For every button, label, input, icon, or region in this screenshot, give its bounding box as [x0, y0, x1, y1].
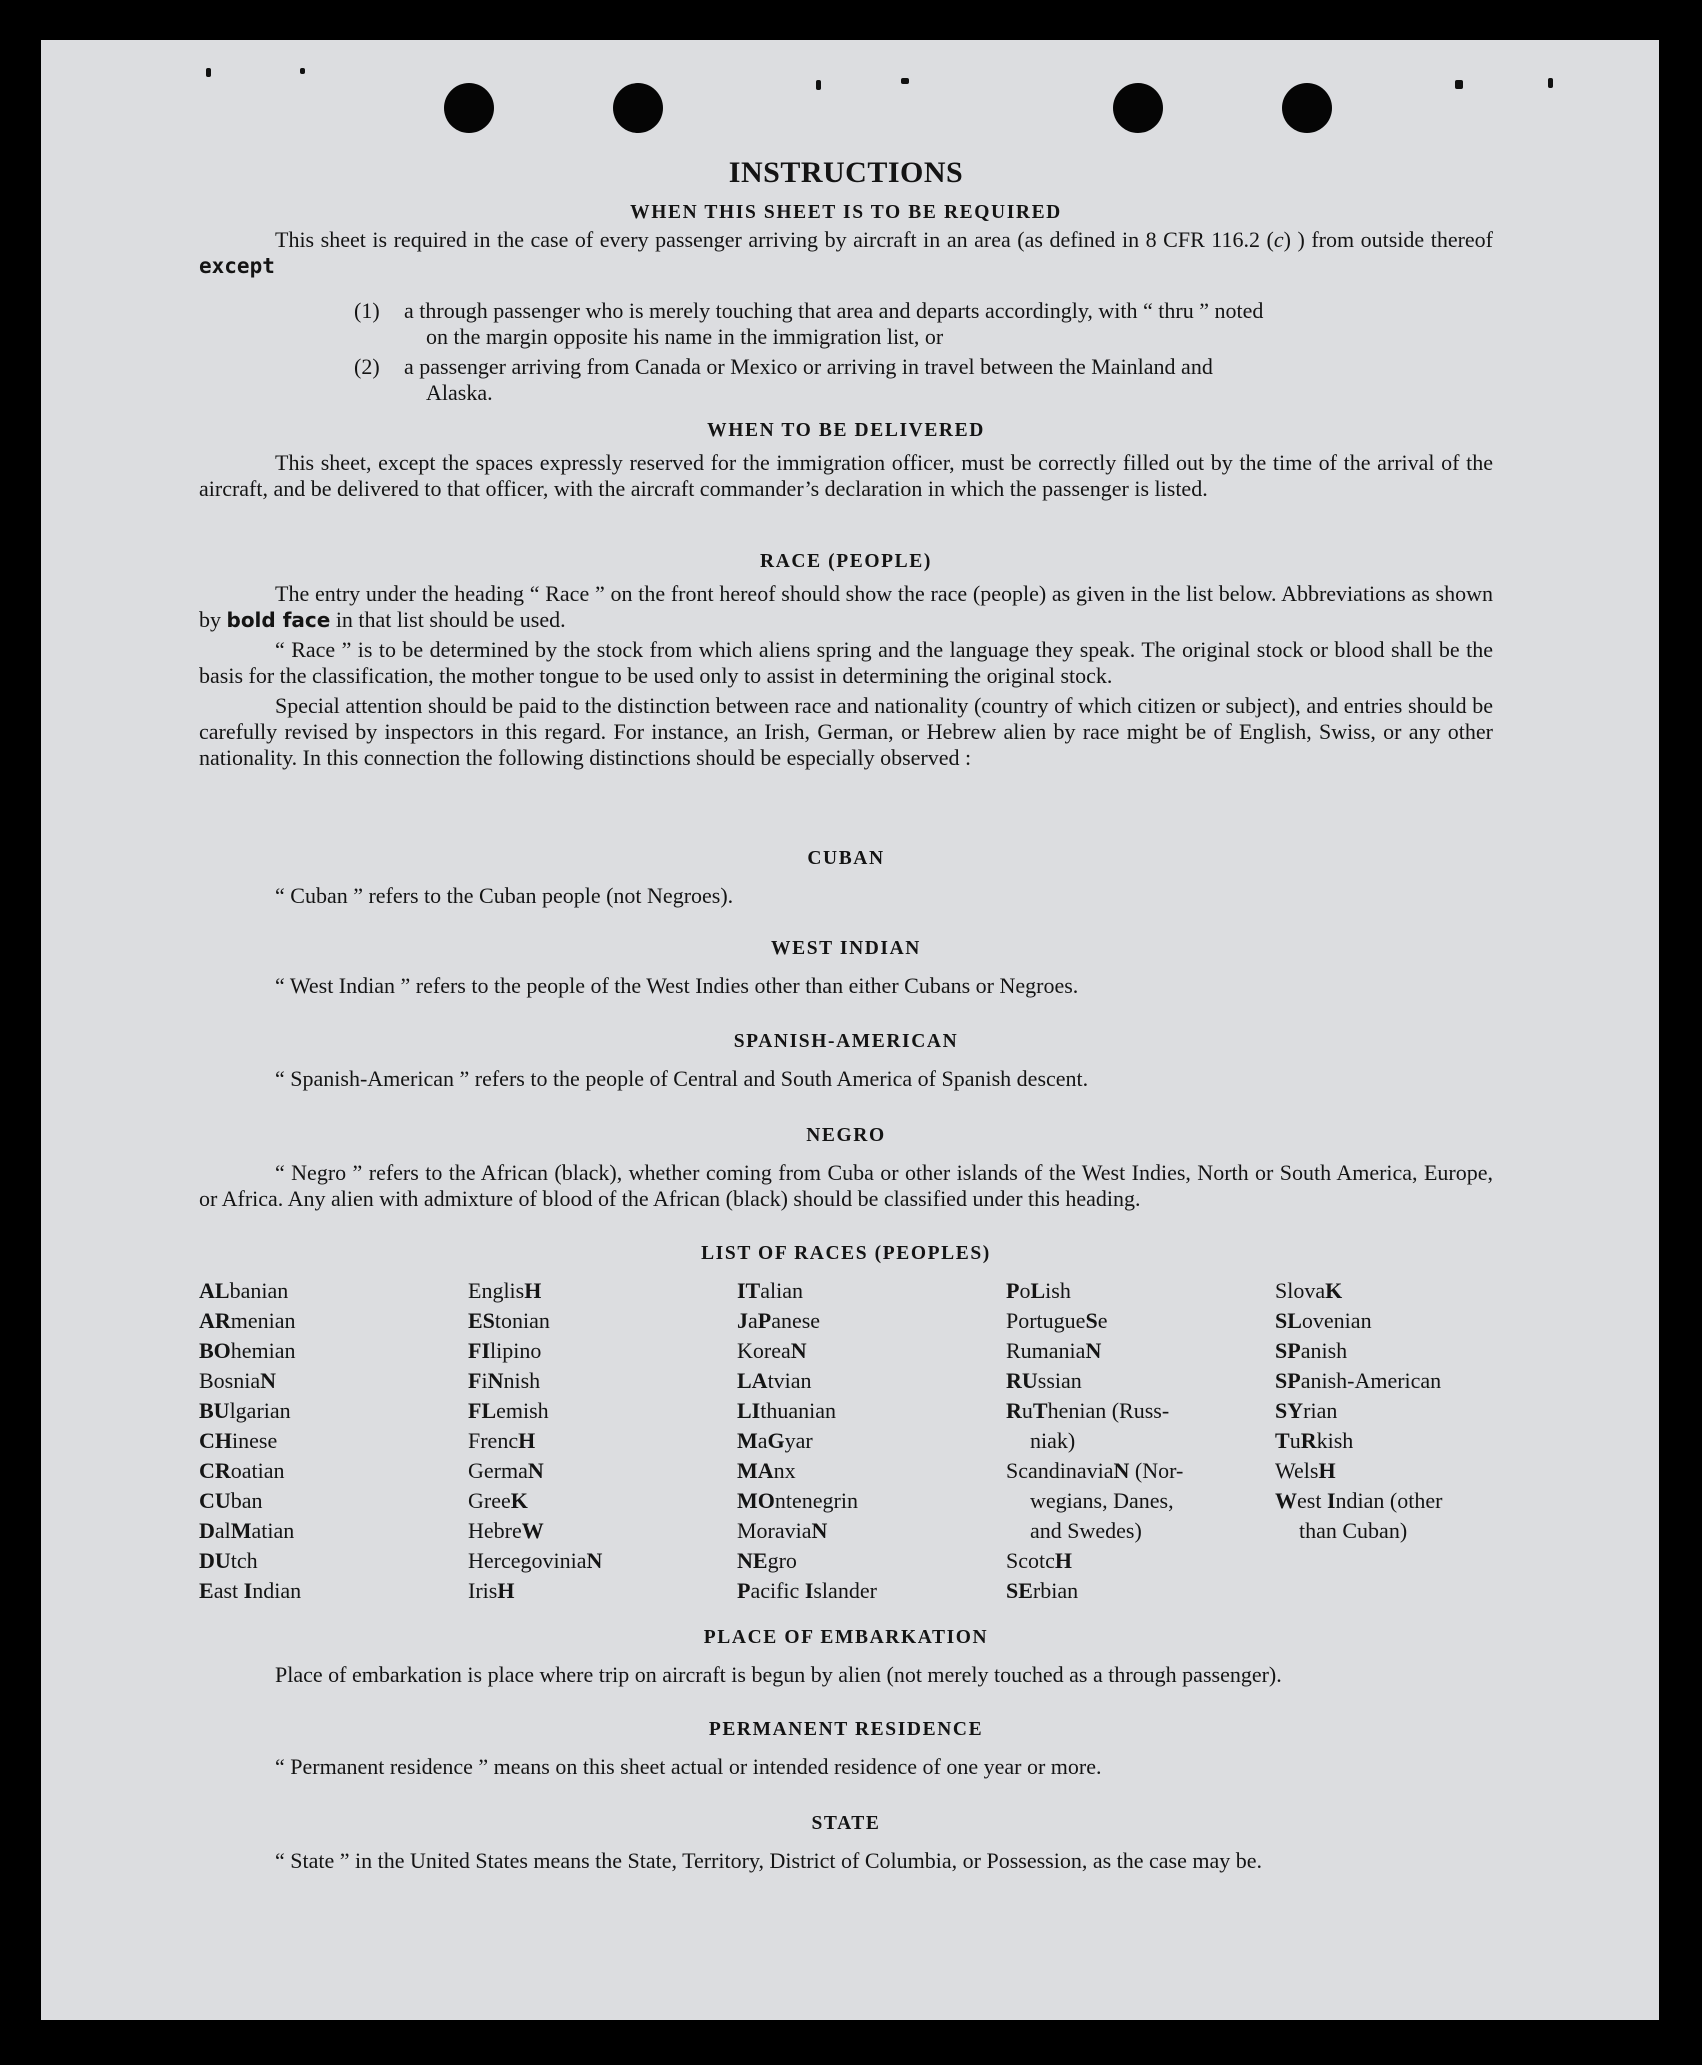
race-abbrev: I	[243, 1578, 253, 1603]
race-text: banian	[229, 1278, 289, 1303]
race-item	[1006, 1486, 1246, 1516]
race-item	[199, 1486, 301, 1516]
race-text: ovenian	[1301, 1308, 1372, 1333]
race-item	[199, 1456, 301, 1486]
item-line: on the margin opposite his name in the immigration list, or	[426, 324, 944, 349]
race-text: rian	[1303, 1398, 1338, 1423]
race-abbrev: T	[1032, 1398, 1048, 1423]
race-p3: Special attention should be paid to the distinction between race and nationality (country of which citizen or subject), and entries should be carefully revised by inspectors in this regard. For instance, an Irish, German, or Hebrew alien by race might be of English, Swiss, or any other nationality. In this connection the following distinctions should be especially observed :	[199, 693, 1493, 770]
race-item	[199, 1396, 301, 1426]
race-item	[737, 1486, 877, 1516]
race-text: ast	[213, 1578, 244, 1603]
race-text: kish	[1316, 1428, 1354, 1453]
race-text: tvian	[767, 1368, 812, 1393]
race-abbrev: I	[804, 1578, 814, 1603]
race-abbrev: J	[737, 1308, 748, 1333]
race-abbrev: N	[527, 1458, 544, 1483]
race-text: Hebre	[468, 1518, 522, 1543]
race-item	[468, 1396, 602, 1426]
race-abbrev: MO	[737, 1488, 775, 1513]
race-text: ish	[1045, 1278, 1071, 1303]
race-text: Englis	[468, 1278, 525, 1303]
race-item	[737, 1306, 877, 1336]
race-item	[1006, 1396, 1246, 1426]
races-column	[468, 1276, 602, 1606]
race-abbrev: L	[1030, 1278, 1046, 1303]
race-item	[1006, 1576, 1246, 1606]
race-abbrev: MA	[737, 1458, 774, 1483]
heading-when-delivered: WHEN TO BE DELIVERED	[707, 420, 985, 441]
race-item	[1006, 1276, 1246, 1306]
when-delivered-text: This sheet, except the spaces expressly reserved for the immigration officer, must be correctly filled out by the time of the arrival of the aircraft, and be delivered to that officer, with the aircraft commander’s declaration in which the passenger is listed.	[199, 450, 1493, 501]
race-abbrev: W	[521, 1518, 544, 1543]
punch-hole	[613, 83, 663, 133]
race-abbrev: FL	[468, 1398, 497, 1423]
race-paragraphs	[199, 581, 1493, 771]
race-text: tonian	[494, 1308, 550, 1333]
race-abbrev: BO	[199, 1338, 231, 1363]
punch-hole	[444, 83, 494, 133]
residence-text: “ Permanent residence ” means on this sheet actual or intended residence of one year or more.	[275, 1754, 1102, 1779]
intro-text-b: ) ) from outside thereof	[1283, 227, 1494, 252]
race-item	[1275, 1426, 1442, 1456]
speck-mark	[816, 80, 821, 90]
race-abbrev: G	[767, 1428, 785, 1453]
item-number: (1)	[354, 298, 380, 323]
race-text: than Cuban)	[1299, 1518, 1408, 1543]
race-item	[1275, 1366, 1442, 1396]
race-abbrev: P	[737, 1578, 751, 1603]
race-abbrev: CU	[199, 1488, 231, 1513]
race-abbrev: P	[1006, 1278, 1020, 1303]
race-text: o	[1019, 1278, 1031, 1303]
race-text: ndian	[252, 1578, 302, 1603]
heading-state: STATE	[811, 1813, 881, 1834]
races-column	[1275, 1276, 1442, 1546]
race-item	[1275, 1276, 1442, 1306]
races-column	[737, 1276, 877, 1606]
race-text: Germa	[468, 1458, 528, 1483]
race-text: Scandinavia	[1006, 1458, 1114, 1483]
race-item	[468, 1306, 602, 1336]
race-p1-b: in that list should be used.	[335, 607, 566, 632]
punch-hole	[1282, 83, 1332, 133]
race-abbrev: N	[790, 1338, 807, 1363]
item-line: Alaska.	[426, 380, 493, 405]
race-item	[1006, 1456, 1246, 1486]
race-abbrev: NE	[737, 1548, 768, 1573]
race-abbrev: H	[1054, 1548, 1073, 1573]
spanish-american-text: “ Spanish-American ” refers to the people of Central and South America of Spanish descent.	[275, 1066, 1089, 1091]
race-item	[737, 1456, 877, 1486]
race-item	[737, 1276, 877, 1306]
race-text: est	[1297, 1488, 1327, 1513]
race-item	[468, 1546, 602, 1576]
race-text: Slova	[1275, 1278, 1326, 1303]
race-text: Moravia	[737, 1518, 812, 1543]
race-text: lgarian	[229, 1398, 291, 1423]
race-text: anish	[1300, 1338, 1348, 1363]
race-item	[1006, 1546, 1246, 1576]
race-item	[1275, 1516, 1442, 1546]
race-abbrev: RU	[1006, 1368, 1038, 1393]
race-abbrev: I	[1326, 1488, 1336, 1513]
race-text: inese	[232, 1428, 278, 1453]
race-item	[199, 1366, 301, 1396]
race-abbrev: H	[524, 1278, 542, 1303]
race-abbrev: N	[1113, 1458, 1130, 1483]
item-line: a through passenger who is merely touching that area and departs accordingly, with “ thru ” noted	[404, 298, 1264, 323]
race-item	[737, 1366, 877, 1396]
speck-mark	[1455, 80, 1463, 89]
race-item	[1275, 1486, 1442, 1516]
race-text: ndian (other	[1335, 1488, 1443, 1513]
race-text: thuanian	[760, 1398, 837, 1423]
heading-residence: PERMANENT RESIDENCE	[708, 1719, 984, 1740]
race-text: ban	[230, 1488, 263, 1513]
race-text: emish	[496, 1398, 549, 1423]
race-text: yar	[784, 1428, 813, 1453]
race-abbrev: LA	[737, 1368, 768, 1393]
race-abbrev: DU	[199, 1548, 231, 1573]
race-item	[737, 1426, 877, 1456]
race-abbrev: T	[1275, 1428, 1290, 1453]
race-abbrev: R	[1300, 1428, 1317, 1453]
race-abbrev: M	[230, 1518, 252, 1543]
race-text: anish-American	[1300, 1368, 1442, 1393]
speck-mark	[1548, 78, 1553, 88]
race-item	[1275, 1336, 1442, 1366]
race-text: rbian	[1032, 1578, 1079, 1603]
race-abbrev: N	[487, 1368, 504, 1393]
race-item	[737, 1576, 877, 1606]
race-abbrev: K	[1325, 1278, 1343, 1303]
races-column	[199, 1276, 301, 1606]
race-text: Scotc	[1006, 1548, 1055, 1573]
race-text: hemian	[230, 1338, 296, 1363]
race-abbrev: W	[1275, 1488, 1297, 1513]
race-abbrev: N	[811, 1518, 828, 1543]
race-item	[737, 1396, 877, 1426]
race-abbrev: SY	[1275, 1398, 1304, 1423]
race-text: anese	[771, 1308, 821, 1333]
race-abbrev: S	[1085, 1308, 1098, 1333]
race-item	[468, 1336, 602, 1366]
race-text: tch	[230, 1548, 258, 1573]
item-line: a passenger arriving from Canada or Mexico or arriving in travel between the Mainland and	[404, 354, 1213, 379]
speck-mark	[300, 68, 305, 74]
heading-list-of-races: LIST OF RACES (PEOPLES)	[701, 1243, 991, 1264]
race-abbrev: E	[199, 1578, 214, 1603]
race-abbrev: K	[510, 1488, 528, 1513]
race-abbrev: M	[737, 1428, 758, 1453]
race-text: and Swedes)	[1030, 1518, 1142, 1543]
when-required-intro	[199, 227, 1493, 279]
race-text: alian	[760, 1278, 804, 1303]
race-item	[1006, 1336, 1246, 1366]
speck-mark	[901, 78, 909, 84]
race-abbrev: R	[1006, 1398, 1022, 1423]
race-abbrev: CR	[199, 1458, 231, 1483]
race-text: gro	[767, 1548, 797, 1573]
race-text: nish	[503, 1368, 541, 1393]
race-item	[199, 1516, 301, 1546]
heading-embarkation: PLACE OF EMBARKATION	[703, 1627, 989, 1648]
race-text: menian	[230, 1308, 296, 1333]
race-text: wegians, Danes,	[1030, 1488, 1174, 1513]
west-indian-text: “ West Indian ” refers to the people of the West Indies other than either Cubans or Negroes.	[275, 973, 1079, 998]
page-title: INSTRUCTIONS	[728, 156, 964, 189]
race-abbrev: H	[1318, 1458, 1336, 1483]
race-item	[1006, 1306, 1246, 1336]
speck-mark	[206, 68, 211, 77]
race-text: Iris	[468, 1578, 498, 1603]
race-abbrev: N	[1085, 1338, 1102, 1363]
heading-spanish-american: SPANISH-AMERICAN	[733, 1031, 959, 1052]
heading-race: RACE (PEOPLE)	[760, 551, 932, 572]
race-abbrev: IT	[737, 1278, 761, 1303]
heading-negro: NEGRO	[806, 1125, 886, 1146]
intro-text-c: c	[1273, 227, 1284, 252]
race-text: lipino	[490, 1338, 542, 1363]
intro-except: except	[199, 254, 275, 278]
race-abbrev: SL	[1275, 1308, 1302, 1333]
race-text: al	[214, 1518, 231, 1543]
race-item	[1006, 1426, 1246, 1456]
race-p2: “ Race ” is to be determined by the stock from which aliens spring and the language they speak. The original stock or blood shall be the basis for the classification, the mother tongue to be used only to assist in determining the original stock.	[199, 637, 1493, 688]
race-abbrev: F	[468, 1368, 482, 1393]
race-text: a	[748, 1308, 758, 1333]
race-item	[1006, 1366, 1246, 1396]
race-abbrev: CH	[199, 1428, 232, 1453]
race-p1-bold: bold face	[226, 608, 331, 632]
race-text: oatian	[230, 1458, 285, 1483]
race-text: Wels	[1275, 1458, 1319, 1483]
race-text: slander	[813, 1578, 877, 1603]
race-text: ntenegrin	[774, 1488, 858, 1513]
race-abbrev: ES	[468, 1308, 495, 1333]
race-item	[199, 1276, 301, 1306]
race-text: ssian	[1037, 1368, 1082, 1393]
race-item	[199, 1306, 301, 1336]
race-item	[1275, 1456, 1442, 1486]
item-text	[404, 298, 1493, 350]
race-item	[468, 1426, 602, 1456]
race-text: acific	[750, 1578, 805, 1603]
heading-west-indian: WEST INDIAN	[771, 938, 921, 959]
race-abbrev: SP	[1275, 1338, 1301, 1363]
race-abbrev: BU	[199, 1398, 230, 1423]
race-item	[468, 1516, 602, 1546]
race-abbrev: SP	[1275, 1368, 1301, 1393]
state-text: “ State ” in the United States means the State, Territory, District of Columbia, or Possession, as the case may be.	[275, 1848, 1263, 1873]
race-abbrev: H	[497, 1578, 515, 1603]
document-sheet	[41, 40, 1659, 2020]
heading-when-required: WHEN THIS SHEET IS TO BE REQUIRED	[630, 202, 1062, 223]
race-item	[468, 1456, 602, 1486]
race-text: Portugue	[1006, 1308, 1086, 1333]
race-text: e	[1097, 1308, 1108, 1333]
race-item	[199, 1426, 301, 1456]
embarkation-text: Place of embarkation is place where trip on aircraft is begun by alien (not merely touched as a through passenger).	[275, 1662, 1282, 1687]
race-text: Bosnia	[199, 1368, 261, 1393]
race-text: Rumania	[1006, 1338, 1086, 1363]
race-item	[468, 1276, 602, 1306]
race-text: u	[1021, 1398, 1033, 1423]
race-abbrev: FI	[468, 1338, 490, 1363]
race-text: u	[1289, 1428, 1301, 1453]
race-text: a	[757, 1428, 768, 1453]
race-text: Hercegovinia	[468, 1548, 587, 1573]
race-text: (Nor-	[1129, 1458, 1184, 1483]
race-text: Korea	[737, 1338, 791, 1363]
race-text: Frenc	[468, 1428, 519, 1453]
race-item	[1006, 1516, 1246, 1546]
race-item	[737, 1516, 877, 1546]
item-text	[404, 354, 1493, 406]
race-abbrev: H	[518, 1428, 536, 1453]
race-text: atian	[251, 1518, 295, 1543]
race-abbrev: P	[757, 1308, 772, 1333]
races-column	[1006, 1276, 1246, 1606]
race-abbrev: D	[199, 1518, 215, 1543]
race-item	[737, 1546, 877, 1576]
cuban-text: “ Cuban ” refers to the Cuban people (not Negroes).	[275, 883, 734, 908]
race-abbrev: AL	[199, 1278, 230, 1303]
race-item	[468, 1366, 602, 1396]
race-item	[199, 1576, 301, 1606]
race-text: i	[481, 1368, 488, 1393]
negro-text: “ Negro ” refers to the African (black), whether coming from Cuba or other islands of the West Indies, North or South America, Europe, or Africa. Any alien with admixture of blood of the African (black) should be classified under this heading.	[199, 1160, 1493, 1211]
intro-text-a: This sheet is required in the case of every passenger arriving by aircraft in an area (as defined in 8 CFR 116.2 (	[275, 227, 1274, 252]
race-abbrev: AR	[199, 1308, 231, 1333]
heading-cuban: CUBAN	[807, 848, 885, 869]
race-abbrev: LI	[737, 1398, 761, 1423]
race-text: nx	[773, 1458, 796, 1483]
race-item	[1275, 1306, 1442, 1336]
race-abbrev: SE	[1006, 1578, 1033, 1603]
race-abbrev: N	[586, 1548, 603, 1573]
race-item	[468, 1576, 602, 1606]
race-text: niak)	[1030, 1428, 1076, 1453]
race-item	[199, 1546, 301, 1576]
race-p1-a: The entry under the heading “ Race ” on the front hereof should show the race (people) as given in the list below. Abbreviations as shown by	[199, 581, 1493, 632]
punch-hole	[1113, 83, 1163, 133]
race-item	[1275, 1396, 1442, 1426]
race-item	[737, 1336, 877, 1366]
race-item	[468, 1486, 602, 1516]
item-number: (2)	[354, 354, 380, 379]
race-abbrev: N	[260, 1368, 277, 1393]
main-header	[199, 156, 1493, 190]
race-item	[199, 1336, 301, 1366]
race-text: Gree	[468, 1488, 511, 1513]
race-text: henian (Russ-	[1047, 1398, 1170, 1423]
